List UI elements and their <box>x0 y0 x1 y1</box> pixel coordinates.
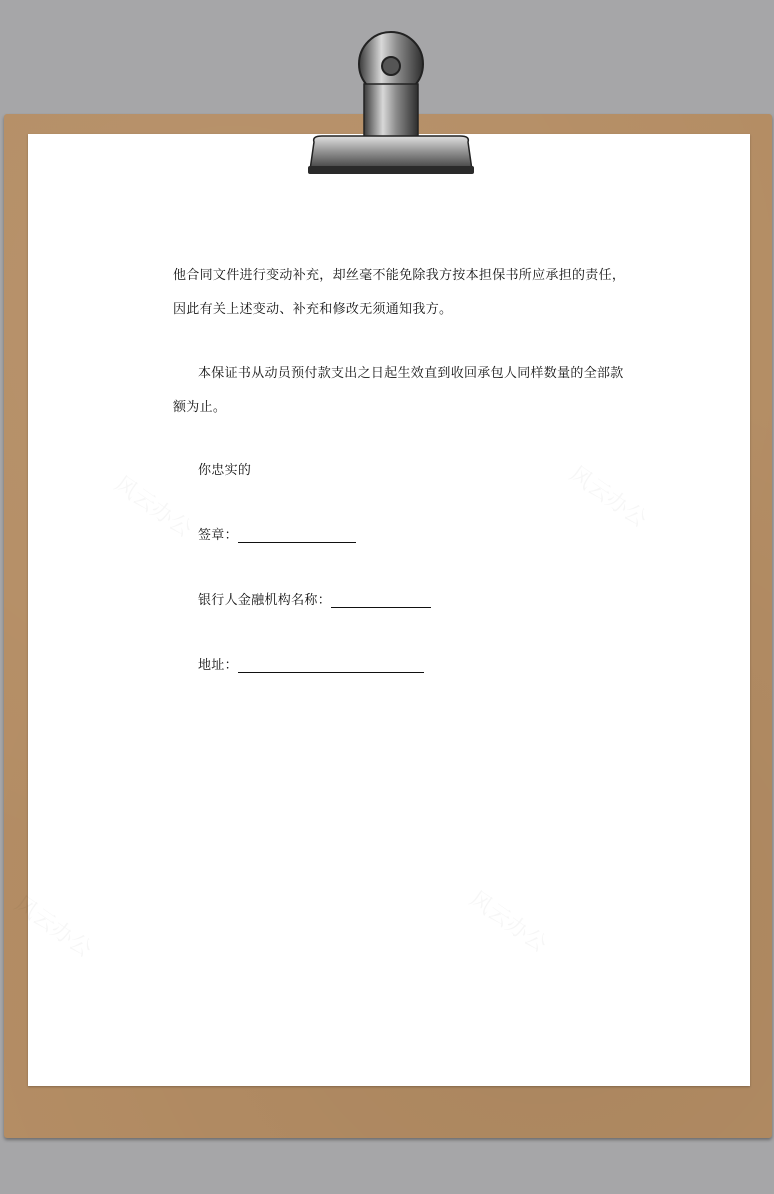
closing-text: 你忠实的 <box>198 463 252 478</box>
bank-name-line <box>331 595 431 608</box>
bank-name-field <box>198 589 431 608</box>
signature-field <box>198 524 356 543</box>
paragraph-1-line-2: 因此有关上述变动、补充和修改无须通知我方。 <box>173 302 453 317</box>
binder-clip-icon <box>296 24 486 180</box>
address-field <box>198 654 424 673</box>
signature-label: 签章： <box>198 528 238 543</box>
paragraph-2-line-1: 本保证书从动员预付款支出之日起生效直到收回承包人同样数量的全部款 <box>198 366 624 381</box>
paragraph-1-line-1: 他合同文件进行变动补充，却丝毫不能免除我方按本担保书所应承担的责任， <box>173 268 626 283</box>
address-line <box>238 660 424 673</box>
paragraph-2-line-2: 额为止。 <box>173 400 227 415</box>
address-label: 地址： <box>198 658 238 673</box>
signature-line <box>238 530 356 543</box>
bank-name-label: 银行人金融机构名称： <box>198 593 332 608</box>
